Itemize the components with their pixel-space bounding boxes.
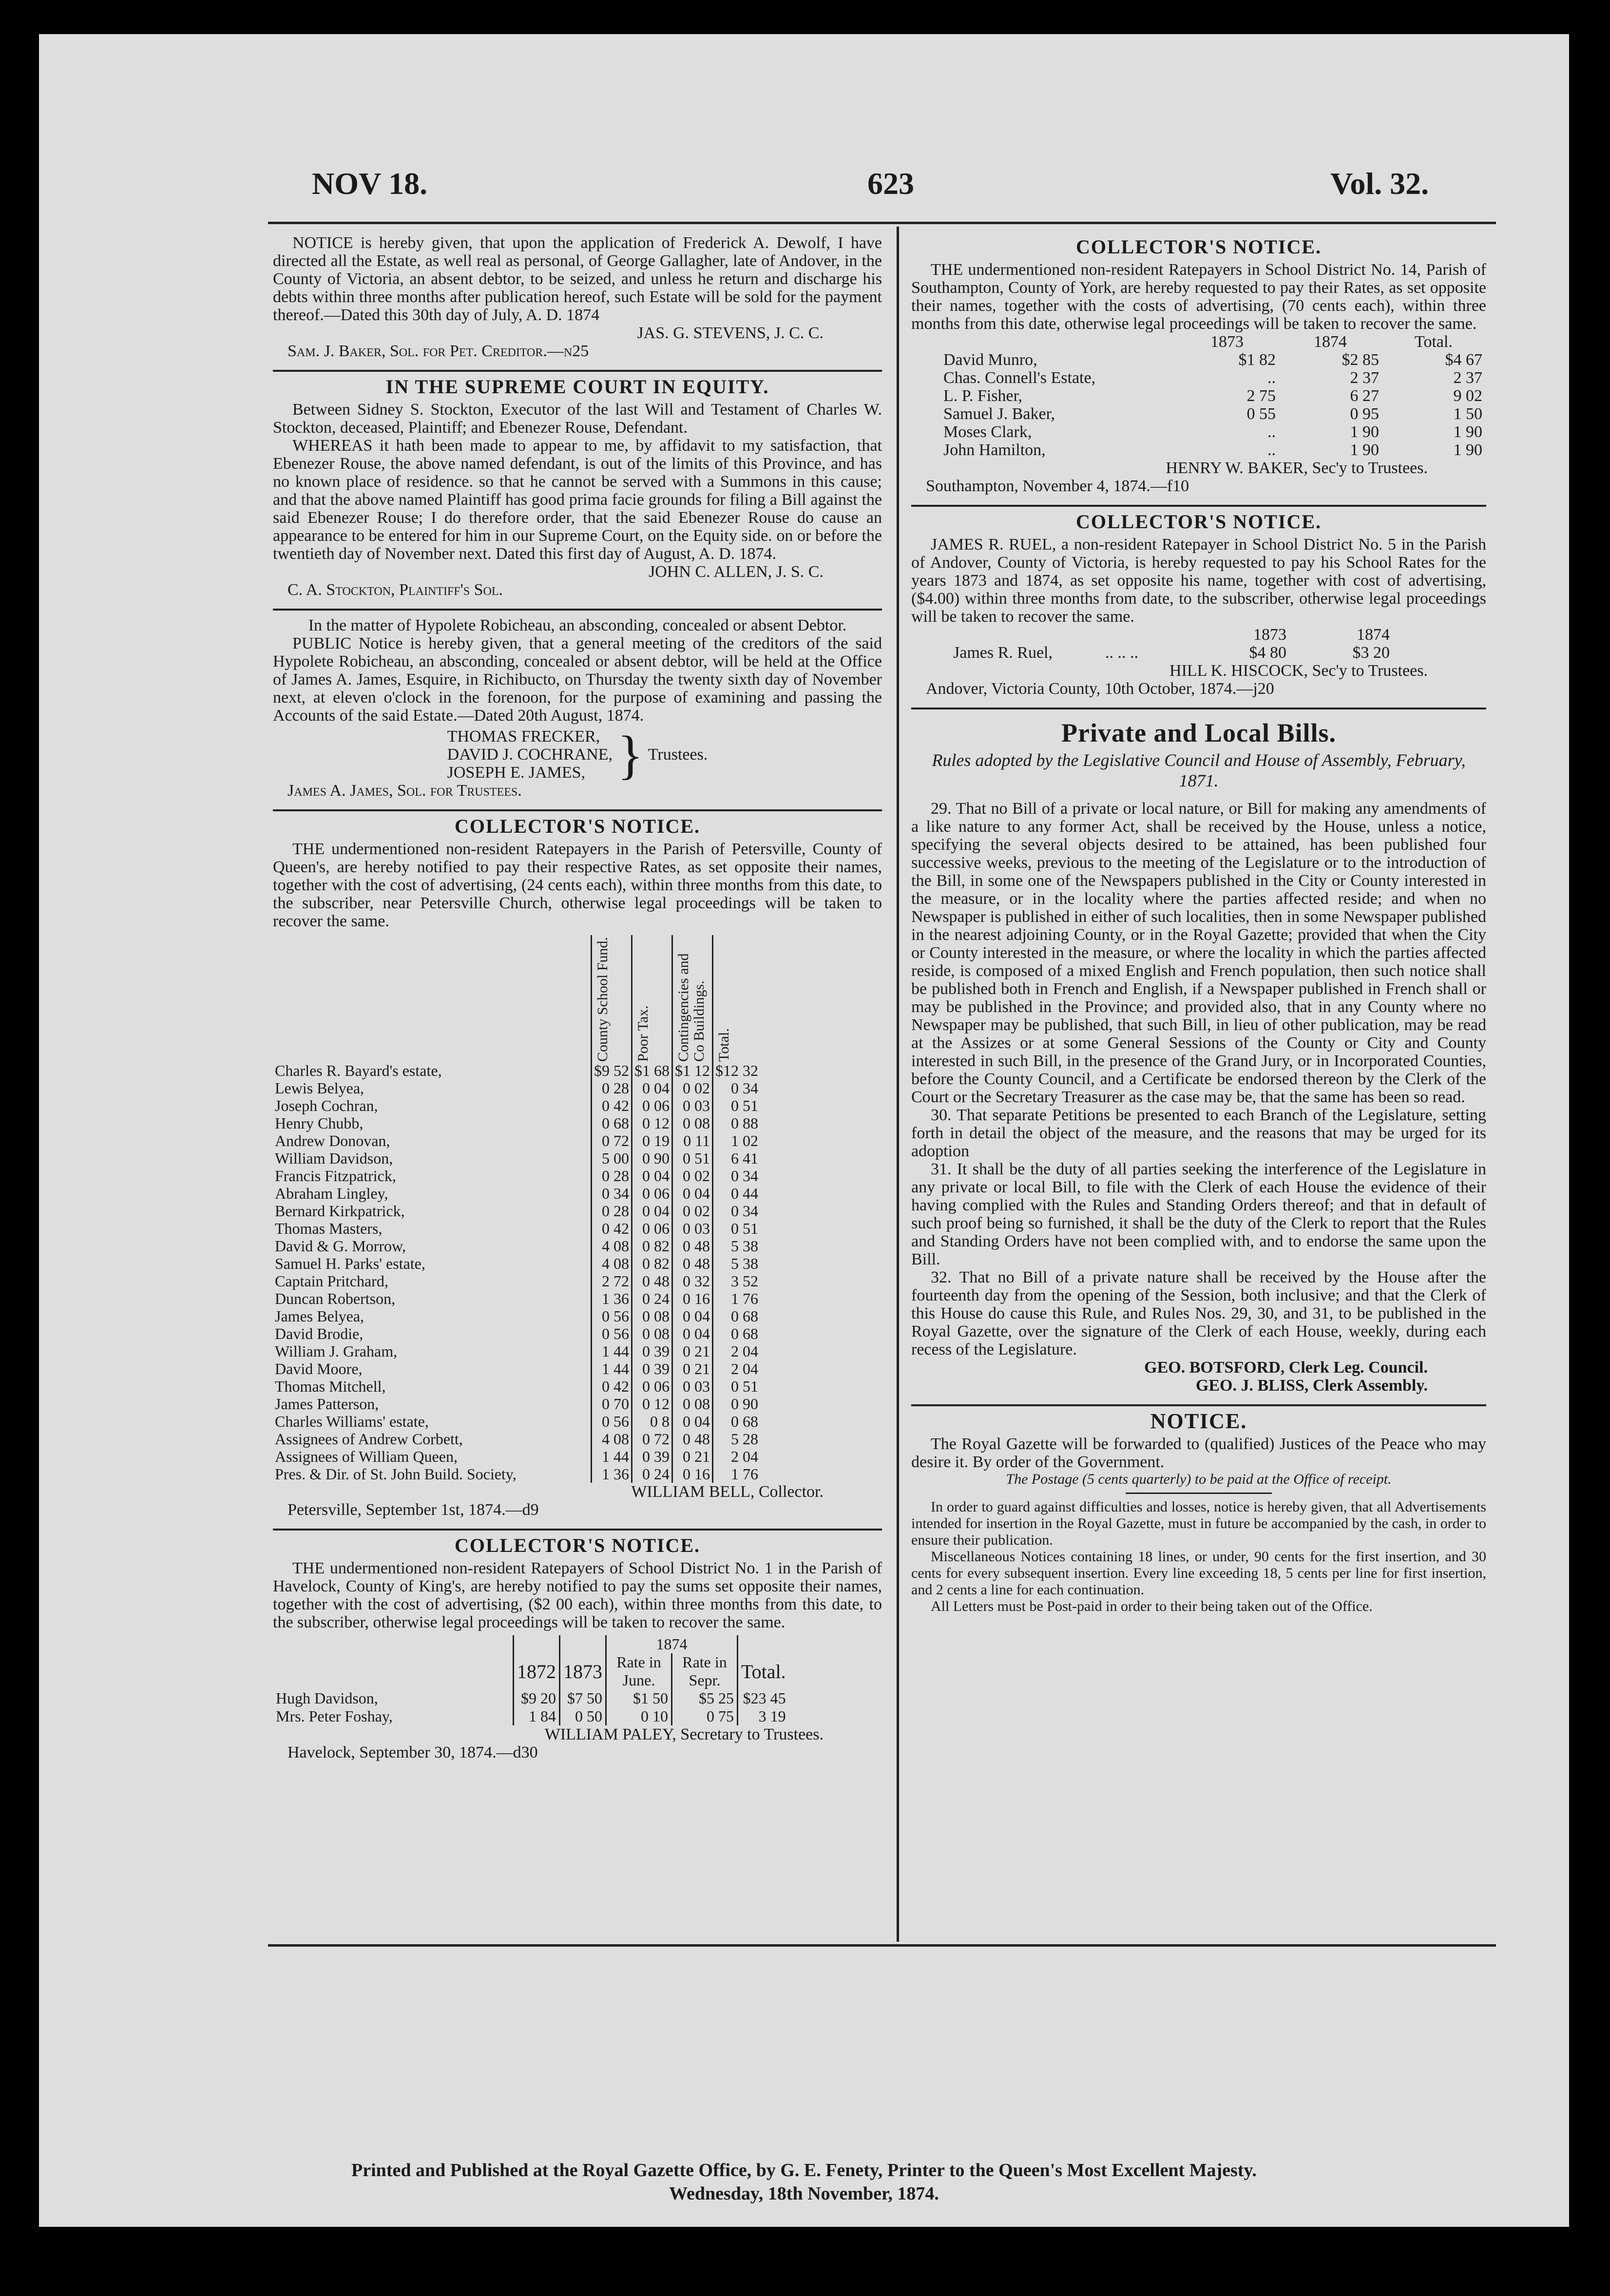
amount-cell: 0 04	[672, 1325, 713, 1342]
amount-cell: 0 72	[592, 1132, 632, 1149]
left-column	[273, 234, 882, 1771]
table-row	[273, 1097, 760, 1114]
ratepayer-name: Assignees of William Queen,	[275, 1448, 458, 1465]
amount-cell: 0 34	[713, 1202, 761, 1220]
column-header: 1873	[1210, 333, 1244, 351]
divider	[273, 609, 882, 611]
equity-sol: C. A. Stockton, Plaintiff's Sol.	[288, 581, 503, 599]
amount-cell: 2 75	[1246, 387, 1276, 405]
amount-cell: 0 19	[632, 1132, 672, 1149]
amount-cell: 0 88	[713, 1114, 761, 1132]
footer-date: Wednesday, 18th November, 1874.	[669, 2183, 939, 2204]
amount-cell: 3 19	[738, 1707, 789, 1725]
ratepayer-name: Captain Pritchard,	[275, 1272, 388, 1290]
amount-cell: 1 36	[592, 1465, 632, 1483]
ratepayer-name: David Moore,	[275, 1360, 363, 1378]
table-row	[273, 1220, 760, 1237]
amount-cell: 5 00	[592, 1149, 632, 1167]
amount-cell: 0 95	[1350, 405, 1379, 423]
ratepayer-name: David & G. Morrow,	[275, 1237, 406, 1255]
amount-cell: 1 36	[592, 1290, 632, 1307]
robicheau-title: In the matter of Hypolete Robicheau, an absconding, concealed or absent Debtor.	[308, 616, 847, 634]
volume-number: Vol. 32.	[1330, 166, 1429, 201]
page-footer	[39, 2159, 1569, 2205]
amount-cell: 0 28	[592, 1202, 632, 1220]
ruel-1874: $3 20	[1352, 644, 1390, 662]
amount-cell: 0 51	[713, 1378, 761, 1395]
amount-cell: 9 02	[1453, 387, 1482, 405]
amount-cell: 0 82	[632, 1237, 672, 1255]
amount-cell: 0 02	[672, 1202, 713, 1220]
amount-cell: 0 21	[672, 1342, 713, 1360]
amount-cell: 0 56	[592, 1413, 632, 1430]
ratepayer-name: William J. Graham,	[275, 1342, 398, 1360]
ruel-signer: HILL K. HISCOCK, Sec'y to Trustees.	[1169, 662, 1428, 680]
table-row	[940, 387, 1485, 405]
column-header: Rate in June.	[606, 1653, 672, 1689]
ratepayer-name: Charles Williams' estate,	[275, 1413, 429, 1430]
ratepayer-name: Samuel H. Parks' estate,	[275, 1255, 425, 1272]
ruel-dateline: Andover, Victoria County, 10th October, 1874.—j20	[926, 680, 1274, 698]
southampton-signer: HENRY W. BAKER, Sec'y to Trustees.	[1166, 459, 1428, 477]
amount-cell: $5 25	[672, 1689, 738, 1707]
amount-cell: 5 38	[713, 1255, 761, 1272]
table-row	[273, 1237, 760, 1255]
equity-title: IN THE SUPREME COURT IN EQUITY.	[385, 376, 769, 398]
table-row	[940, 351, 1485, 369]
amount-cell: 0 34	[713, 1167, 761, 1185]
bills-section	[911, 718, 1486, 1395]
amount-cell: 5 38	[713, 1237, 761, 1255]
ratepayer-name: Hugh Davidson,	[276, 1689, 378, 1707]
amount-cell: 0 04	[632, 1202, 672, 1220]
ratepayer-name: Mrs. Peter Foshay,	[276, 1707, 393, 1725]
southampton-table	[940, 333, 1485, 459]
ruel-table	[950, 626, 1393, 662]
amount-cell: 0 68	[713, 1307, 761, 1325]
footer-printer: Printed and Published at the Royal Gazette Office, by G. E. Fenety, Printer to the Queen's Most Excellent Majesty.	[351, 2160, 1257, 2181]
amount-cell: 0 06	[632, 1097, 672, 1114]
amount-cell: 0 34	[713, 1079, 761, 1097]
havelock-dateline: Havelock, September 30, 1874.—d30	[288, 1743, 538, 1761]
column-header: 1872	[514, 1653, 560, 1689]
southampton-notice	[911, 238, 1486, 495]
ruel-notice	[911, 513, 1486, 698]
notice-misc: Miscellaneous Notices containing 18 lines, or under, 90 cents for the first insertion, and 30 cents for every subsequent insertion. Every line exceeding 18, 5 cents per line for first insertion, and 2 cents a line for each continuation.	[911, 1549, 1486, 1598]
ratepayer-name: David Brodie,	[275, 1325, 364, 1342]
bills-signer-assembly: GEO. J. BLISS, Clerk Assembly.	[1195, 1377, 1428, 1395]
amount-cell: 0 42	[592, 1097, 632, 1114]
ratepayer-name: Moses Clark,	[943, 423, 1032, 441]
amount-cell: 1 90	[1453, 423, 1482, 441]
amount-cell: 0 68	[713, 1413, 761, 1430]
equity-signer: JOHN C. ALLEN, J. S. C.	[649, 563, 824, 581]
divider	[911, 505, 1486, 507]
amount-cell: 0 51	[672, 1149, 713, 1167]
table-row	[273, 1132, 760, 1149]
ratepayer-name: James Belyea,	[275, 1307, 364, 1325]
amount-cell: 2 37	[1453, 369, 1482, 387]
ratepayer-name: William Davidson,	[275, 1149, 393, 1167]
southampton-title: COLLECTOR'S NOTICE.	[1075, 236, 1322, 258]
dewolf-notice	[273, 234, 882, 360]
amount-cell: 0 04	[672, 1307, 713, 1325]
amount-cell: 0 72	[632, 1430, 672, 1448]
trustees-label: Trustees.	[648, 746, 708, 764]
notice-section	[911, 1409, 1486, 1615]
ratepayer-name: Andrew Donovan,	[275, 1132, 390, 1149]
amount-cell: 0 90	[713, 1395, 761, 1413]
table-row	[273, 1202, 760, 1220]
amount-cell: ..	[1267, 423, 1276, 441]
ratepayer-name: Bernard Kirkpatrick,	[275, 1202, 405, 1220]
divider	[911, 1404, 1486, 1406]
ratepayer-name: L. P. Fisher,	[943, 387, 1023, 405]
amount-cell: 0 08	[672, 1395, 713, 1413]
amount-cell: 1 44	[592, 1360, 632, 1378]
amount-cell: 0 02	[672, 1167, 713, 1185]
divider	[273, 809, 882, 811]
divider	[273, 370, 882, 372]
petersville-title: COLLECTOR'S NOTICE.	[454, 815, 701, 837]
southampton-body: THE undermentioned non-resident Ratepayers in School District No. 14, Parish of Southampton, County of York, are hereby requested to pay their Rates, as set opposite their names, together with the costs of advertising, (70 cents each), within three months from this date, otherwise legal proceedings will be taken to recover the same.	[911, 261, 1486, 333]
amount-cell: 0 21	[672, 1360, 713, 1378]
table-row	[273, 1290, 760, 1307]
table-row	[273, 1325, 760, 1342]
table-row	[940, 441, 1485, 459]
table-row	[273, 1272, 760, 1290]
dewolf-signer: JAS. G. STEVENS, J. C. C.	[637, 324, 824, 342]
amount-cell: 0 04	[672, 1185, 713, 1202]
amount-cell: 1 50	[1453, 405, 1482, 423]
amount-cell: $1 50	[606, 1689, 672, 1707]
amount-cell: ..	[1267, 369, 1276, 387]
amount-cell: 1 02	[713, 1132, 761, 1149]
bills-signer-council: GEO. BOTSFORD, Clerk Leg. Council.	[1144, 1358, 1428, 1377]
amount-cell: 0 28	[592, 1079, 632, 1097]
ruel-dots: .. .. ..	[1105, 644, 1138, 662]
column-header: 1874	[1314, 333, 1347, 351]
amount-cell: 0 8	[632, 1413, 672, 1430]
header-rule	[268, 222, 1496, 224]
amount-cell: 0 51	[713, 1097, 761, 1114]
amount-cell: 0 48	[672, 1255, 713, 1272]
column-header: Total.	[1415, 333, 1453, 351]
petersville-table	[273, 935, 760, 1483]
ratepayer-name: David Munro,	[943, 351, 1037, 369]
amount-cell: 0 75	[672, 1707, 738, 1725]
robicheau-sol: James A. James, Sol. for Trustees.	[288, 782, 522, 800]
ratepayer-name: John Hamilton,	[943, 441, 1046, 459]
amount-cell: 0 12	[632, 1395, 672, 1413]
amount-cell: 0 48	[672, 1237, 713, 1255]
amount-cell: 0 03	[672, 1378, 713, 1395]
amount-cell: 0 02	[672, 1079, 713, 1097]
amount-cell: 2 04	[713, 1342, 761, 1360]
year-1874-header: 1874	[606, 1635, 738, 1653]
amount-cell: 0 16	[672, 1465, 713, 1483]
amount-cell: 0 39	[632, 1360, 672, 1378]
rule-32: 32. That no Bill of a private nature shall be received by the House after the fourteenth day from the opening of the Session, both inclusive; and that the Clerk of this House do cause this Rule, and Rules Nos. 29, 30, and 31, to be published in the Royal Gazette, over the signature of the Clerk of each House, weekly, during each recess of the Legislature.	[911, 1268, 1486, 1358]
amount-cell: 0 48	[672, 1430, 713, 1448]
equity-body: WHEREAS it hath been made to appear to me, by affidavit to my satisfaction, that Ebenezer Rouse, the above named defendant, is out of the limits of this Province, and has no known place of residence. so that he cannot be served with a Summons in this cause; and that the above named Plaintiff has good prima facie grounds for filing a Bill against the said Ebenezer Rouse; I do therefore order, that the said Ebenezer Rouse do cause an appearance to be entered for him in our Supreme Court, on the Equity side. on or before the twentieth day of November next. Dated this first day of August, A. D. 1874.	[273, 437, 882, 563]
ratepayer-name: James Patterson,	[275, 1395, 379, 1413]
notice-title: NOTICE.	[1150, 1409, 1247, 1433]
amount-cell: 1 44	[592, 1448, 632, 1465]
table-row	[273, 1255, 760, 1272]
amount-cell: 1 90	[1453, 441, 1482, 459]
ruel-name: James R. Ruel,	[953, 644, 1053, 662]
rule-31: 31. It shall be the duty of all parties seeking the interference of the Legislature in any private or local Bill, to file with the Clerk of each House the evidence of their having complied with the Rules and Standing Orders thereof; and that in default of such proof being so furnished, it shall be the duty of the Clerk to report that the Rules and Standing Orders have not been complied with, and to endorse the same upon the Bill.	[911, 1160, 1486, 1268]
ratepayer-name: Joseph Cochran,	[275, 1097, 378, 1114]
column-divider	[897, 227, 899, 1942]
notice-postage: The Postage (5 cents quarterly) to be paid at the Office of receipt.	[1006, 1471, 1392, 1487]
amount-cell: 2 37	[1350, 369, 1379, 387]
amount-cell: 0 28	[592, 1167, 632, 1185]
amount-cell: 0 51	[713, 1220, 761, 1237]
amount-cell: $1 12	[672, 1062, 713, 1079]
havelock-title: COLLECTOR'S NOTICE.	[454, 1534, 701, 1556]
ratepayer-name: Chas. Connell's Estate,	[943, 369, 1096, 387]
petersville-body: THE undermentioned non-resident Ratepayers in the Parish of Petersville, County of Queen's, are hereby notified to pay their respective Rates, as set opposite their names, together with the cost of advertising, (24 cents each), within three months from this date, to the subscriber, near Petersville Church, otherwise legal proceedings will be taken to recover the same.	[273, 840, 882, 930]
amount-cell: 0 56	[592, 1307, 632, 1325]
bills-title: Private and Local Bills.	[1061, 718, 1336, 747]
amount-cell: 0 90	[632, 1149, 672, 1167]
havelock-notice	[273, 1536, 882, 1761]
ratepayer-name: Thomas Masters,	[275, 1220, 383, 1237]
amount-cell: $12 32	[713, 1062, 761, 1079]
table-row	[273, 1167, 760, 1185]
column-header: Rate in Sepr.	[672, 1653, 738, 1689]
ruel-body: JAMES R. RUEL, a non-resident Ratepayer in School District No. 5 in the Parish of Andover, County of Victoria, is hereby requested to pay his School Rates for the years 1873 and 1874, as set opposite his name, together with cost of advertising, ($4.00) within three months from date, to the subscriber, otherwise legal proceedings will be taken to recover the same.	[911, 536, 1486, 626]
amount-cell: 0 44	[713, 1185, 761, 1202]
amount-cell: 0 48	[632, 1272, 672, 1290]
amount-cell: 1 84	[514, 1707, 560, 1725]
amount-cell: 4 08	[592, 1255, 632, 1272]
column-header: Total.	[716, 1028, 732, 1062]
amount-cell: 0 21	[672, 1448, 713, 1465]
divider	[911, 708, 1486, 709]
amount-cell: 0 82	[632, 1255, 672, 1272]
notice-body: The Royal Gazette will be forwarded to (qualified) Justices of the Peace who may desire it. By order of the Government.	[911, 1435, 1486, 1471]
amount-cell: 1 76	[713, 1465, 761, 1483]
table-row	[273, 1342, 760, 1360]
brace-glyph: }	[617, 725, 643, 784]
table-row	[273, 1395, 760, 1413]
ratepayer-name: Pres. & Dir. of St. John Build. Society,	[275, 1465, 517, 1483]
amount-cell: 1 76	[713, 1290, 761, 1307]
amount-cell: 0 24	[632, 1290, 672, 1307]
ratepayer-name: Assignees of Andrew Corbett,	[275, 1430, 463, 1448]
amount-cell: 0 32	[672, 1272, 713, 1290]
amount-cell: 6 27	[1350, 387, 1379, 405]
right-column	[911, 234, 1486, 1625]
table-row	[273, 1430, 760, 1448]
petersville-signer: WILLIAM BELL, Collector.	[631, 1483, 824, 1501]
amount-cell: 0 39	[632, 1342, 672, 1360]
amount-cell: 0 06	[632, 1220, 672, 1237]
ratepayer-name: Abraham Lingley,	[275, 1185, 388, 1202]
amount-cell: $1 68	[632, 1062, 672, 1079]
amount-cell: 0 08	[632, 1307, 672, 1325]
ruel-1873: $4 80	[1249, 644, 1286, 662]
havelock-table	[273, 1635, 789, 1725]
amount-cell: 0 11	[672, 1132, 713, 1149]
amount-cell: $4 67	[1445, 351, 1482, 369]
table-row	[273, 1707, 789, 1725]
amount-cell: 1 44	[592, 1342, 632, 1360]
amount-cell: 0 55	[1246, 405, 1276, 423]
table-row	[273, 1062, 760, 1079]
amount-cell: 1 90	[1350, 441, 1379, 459]
amount-cell: $23 45	[738, 1689, 789, 1707]
amount-cell: 0 68	[713, 1325, 761, 1342]
notice-guard: In order to guard against difficulties and losses, notice is hereby given, that all Advertisements intended for insertion in the Royal Gazette, must in future be accompanied by the cash, in order to ensure their publication.	[911, 1499, 1486, 1548]
notice-letters: All Letters must be Post-paid in order to their being taken out of the Office.	[931, 1598, 1373, 1614]
ratepayer-name: Thomas Mitchell,	[275, 1378, 386, 1395]
amount-cell: 0 24	[632, 1465, 672, 1483]
robicheau-body: PUBLIC Notice is hereby given, that a general meeting of the creditors of the said Hypolete Robicheau, an absconding, concealed or absent debtor, will be held at the Office of James A. James, Esquire, in Richibucto, on Thursday the twenty sixth day of November next, at eleven o'clock in the forenoon, for the purpose of examining and passing the Accounts of the said Estate.—Dated 20th August, 1874.	[273, 634, 882, 725]
amount-cell: 0 04	[672, 1413, 713, 1430]
amount-cell: 1 90	[1350, 423, 1379, 441]
amount-cell: $1 82	[1238, 351, 1276, 369]
havelock-body: THE undermentioned non-resident Ratepayers of School District No. 1 in the Parish of Havelock, County of King's, are hereby notified to pay the sums set opposite their names, together with the cost of advertising, ($2 00 each), within three months from this date, to the subscriber, otherwise legal proceedings will be taken to recover the same.	[273, 1559, 882, 1631]
amount-cell: 2 04	[713, 1448, 761, 1465]
havelock-signer: WILLIAM PALEY, Secretary to Trustees.	[544, 1725, 824, 1743]
amount-cell: 0 06	[632, 1378, 672, 1395]
amount-cell: $7 50	[560, 1689, 606, 1707]
table-row	[940, 405, 1485, 423]
amount-cell: $9 20	[514, 1689, 560, 1707]
footer-rule	[268, 1944, 1496, 1947]
table-row	[273, 1689, 789, 1707]
short-rule	[1126, 1492, 1272, 1494]
rule-30: 30. That separate Petitions be presented to each Branch of the Legislature, setting forth in detail the object of the measure, and the reasons that may be urged for its adoption	[911, 1106, 1486, 1160]
ratepayer-name: Lewis Belyea,	[275, 1079, 364, 1097]
ratepayer-name: Charles R. Bayard's estate,	[275, 1062, 442, 1079]
table-row	[273, 1413, 760, 1430]
newspaper-page	[39, 34, 1569, 2227]
column-header: 1873	[1253, 626, 1286, 644]
bills-subtitle: Rules adopted by the Legislative Council and House of Assembly, February, 1871.	[932, 750, 1466, 790]
petersville-notice	[273, 817, 882, 1519]
amount-cell: 0 04	[632, 1079, 672, 1097]
amount-cell: 0 03	[672, 1220, 713, 1237]
ruel-title: COLLECTOR'S NOTICE.	[1075, 511, 1322, 533]
amount-cell: 5 28	[713, 1430, 761, 1448]
table-row	[273, 1307, 760, 1325]
amount-cell: 0 42	[592, 1378, 632, 1395]
trustee-name: DAVID J. COCHRANE,	[447, 746, 613, 764]
issue-date: NOV 18.	[312, 166, 428, 201]
amount-cell: 0 08	[672, 1114, 713, 1132]
table-row	[273, 1149, 760, 1167]
table-row	[273, 1448, 760, 1465]
table-row	[273, 1114, 760, 1132]
amount-cell: 0 39	[632, 1448, 672, 1465]
amount-cell: 0 70	[592, 1395, 632, 1413]
table-row	[940, 423, 1485, 441]
amount-cell: 2 04	[713, 1360, 761, 1378]
equity-notice	[273, 378, 882, 599]
amount-cell: $2 85	[1342, 351, 1379, 369]
table-row	[273, 1185, 760, 1202]
ratepayer-name: Henry Chubb,	[275, 1114, 364, 1132]
page-header	[39, 156, 1569, 214]
dewolf-body: NOTICE is hereby given, that upon the application of Frederick A. Dewolf, I have directed all the Estate, as well real as personal, of George Gallagher, late of Andover, in the County of Victoria, an absent debtor, to be seized, and unless he return and discharge his debts within three months after publication hereof, such Estate will be sold for the payment thereof.—Dated this 30th day of July, A. D. 1874	[273, 234, 882, 324]
amount-cell: 4 08	[592, 1237, 632, 1255]
ratepayer-name: Duncan Robertson,	[275, 1290, 396, 1307]
amount-cell: 0 56	[592, 1325, 632, 1342]
trustee-name: JOSEPH E. JAMES,	[447, 764, 586, 782]
column-header: Poor Tax.	[635, 1005, 651, 1062]
amount-cell: 4 08	[592, 1430, 632, 1448]
trustee-name: THOMAS FRECKER,	[447, 727, 600, 746]
ratepayer-name: Samuel J. Baker,	[943, 405, 1055, 423]
amount-cell: 0 06	[632, 1185, 672, 1202]
petersville-dateline: Petersville, September 1st, 1874.—d9	[288, 1501, 539, 1519]
robicheau-trustees	[273, 727, 882, 782]
divider	[273, 1529, 882, 1531]
amount-cell: 0 68	[592, 1114, 632, 1132]
table-row	[273, 1465, 760, 1483]
amount-cell: 0 12	[632, 1114, 672, 1132]
amount-cell: 0 16	[672, 1290, 713, 1307]
amount-cell: 3 52	[713, 1272, 761, 1290]
table-row	[940, 369, 1485, 387]
amount-cell: 0 50	[560, 1707, 606, 1725]
column-header: 1873	[560, 1653, 606, 1689]
amount-cell: ..	[1267, 441, 1276, 459]
column-header: Total.	[738, 1653, 789, 1689]
table-row	[273, 1360, 760, 1378]
column-header: County School Fund.	[594, 937, 611, 1062]
dewolf-sol: Sam. J. Baker, Sol. for Pet. Creditor.—n25	[288, 342, 589, 360]
amount-cell: 2 72	[592, 1272, 632, 1290]
table-row	[273, 1079, 760, 1097]
equity-parties: Between Sidney S. Stockton, Executor of the last Will and Testament of Charles W. Stockton, deceased, Plaintiff; and Ebenezer Rouse, Defendant.	[273, 401, 882, 437]
ratepayer-name: Francis Fitzpatrick,	[275, 1167, 396, 1185]
amount-cell: $9 52	[592, 1062, 632, 1079]
amount-cell: 0 42	[592, 1220, 632, 1237]
column-header: 1874	[1357, 626, 1390, 644]
page-number: 623	[867, 166, 914, 201]
amount-cell: 6 41	[713, 1149, 761, 1167]
southampton-dateline: Southampton, November 4, 1874.—f10	[926, 477, 1189, 495]
amount-cell: 0 10	[606, 1707, 672, 1725]
robicheau-notice	[273, 616, 882, 800]
rule-29: 29. That no Bill of a private or local nature, or Bill for making any amendments of a like nature to any former Act, shall be received by the House, unless a notice, specifying the several objects desired to be attained, has been published four successive weeks, previous to the meeting of the Legislature or to the introduction of the Bill, in some one of the Newspapers published in the City or County interested in the measure, or in the locality where the parties affected reside; and when no Newspaper is published in either of such localities, then in some Newspaper published in the nearest adjoining County, or in the Royal Gazette; provided that when the City or County interested in the measure, or where the locality in which the parties affected reside, is composed of a mixed English and French population, then such notice shall be published both in French and English, if a Newspaper published in French shall or may be published in the Province; and provided also, that in any County where no Newspaper may be published, that such Bill, in lieu of other publication, may be read at the Assizes or at some General Sessions of the County or City and County interested in such Bill, in the presence of the Grand Jury, or in Incorporated Counties, before the County Council, and a Certificate be endorsed thereon by the Clerk of the Court or the Secretary Treasurer as the case may be, that the same has been so read.	[911, 800, 1486, 1106]
column-header: Contingencies and Co Buildings.	[675, 953, 707, 1062]
table-row	[273, 1378, 760, 1395]
amount-cell: 0 04	[632, 1167, 672, 1185]
amount-cell: 0 03	[672, 1097, 713, 1114]
amount-cell: 0 34	[592, 1185, 632, 1202]
amount-cell: 0 08	[632, 1325, 672, 1342]
